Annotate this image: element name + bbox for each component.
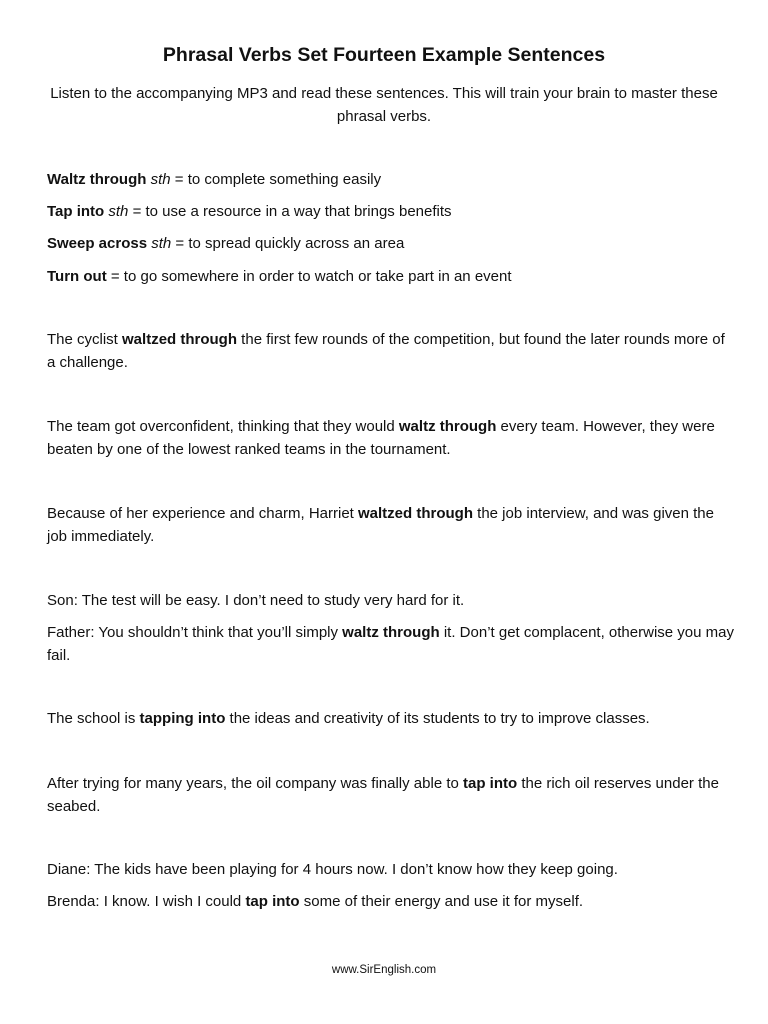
example-sentence: Because of her experience and charm, Harriet waltzed through the job interview, and was given the job immediately. xyxy=(47,505,714,545)
dialogue-line-father: Father: You shouldn’t think that you’ll simply waltz through it. Don’t get complacent, otherwise you may fail. xyxy=(47,624,734,664)
definition-term: Waltz through xyxy=(47,171,147,188)
footer-website: www.SirEnglish.com xyxy=(331,964,437,976)
dialogue-line-brenda: Brenda: I know. I wish I could tap into some of their energy and use it for myself. xyxy=(47,893,584,910)
example-sentence: The team got overconfident, thinking that they would waltz through every team. However, they were beaten by one of the lowest ranked teams in the tournament. xyxy=(47,418,715,458)
definition-sweep-across xyxy=(47,232,737,255)
definition-object: sth xyxy=(108,203,129,220)
definition-term: Sweep across xyxy=(47,235,148,252)
intro-text: Listen to the accompanying MP3 and read these sentences. This will train your brain to master these phrasal verbs. xyxy=(50,85,718,125)
definition-meaning: = to go somewhere in order to watch or take part in an event xyxy=(106,268,512,285)
example-sentence: The cyclist waltzed through the first few rounds of the competition, but found the later rounds more of a challenge. xyxy=(47,331,725,371)
definition-term: Tap into xyxy=(47,203,105,220)
definition-object: sth xyxy=(151,235,172,252)
definition-meaning: = to complete something easily xyxy=(170,171,382,188)
example-sentence: After trying for many years, the oil company was finally able to tap into the rich oil reserves under the seabed. xyxy=(47,775,719,815)
definition-meaning: = to use a resource in a way that brings benefits xyxy=(128,203,452,220)
definition-meaning: = to spread quickly across an area xyxy=(171,235,405,252)
definition-tap-into xyxy=(47,200,737,223)
definition-waltz-through xyxy=(47,168,737,191)
dialogue-line-son: Son: The test will be easy. I don’t need to study very hard for it. xyxy=(47,592,465,609)
example-sentence: The school is tapping into the ideas and creativity of its students to try to improve classes. xyxy=(47,710,650,727)
page-title: Phrasal Verbs Set Fourteen Example Sentences xyxy=(162,44,606,66)
dialogue-line-diane: Diane: The kids have been playing for 4 hours now. I don’t know how they keep going. xyxy=(47,861,618,878)
definition-term: Turn out xyxy=(47,268,107,285)
definition-turn-out xyxy=(47,265,737,288)
definition-object: sth xyxy=(150,171,171,188)
